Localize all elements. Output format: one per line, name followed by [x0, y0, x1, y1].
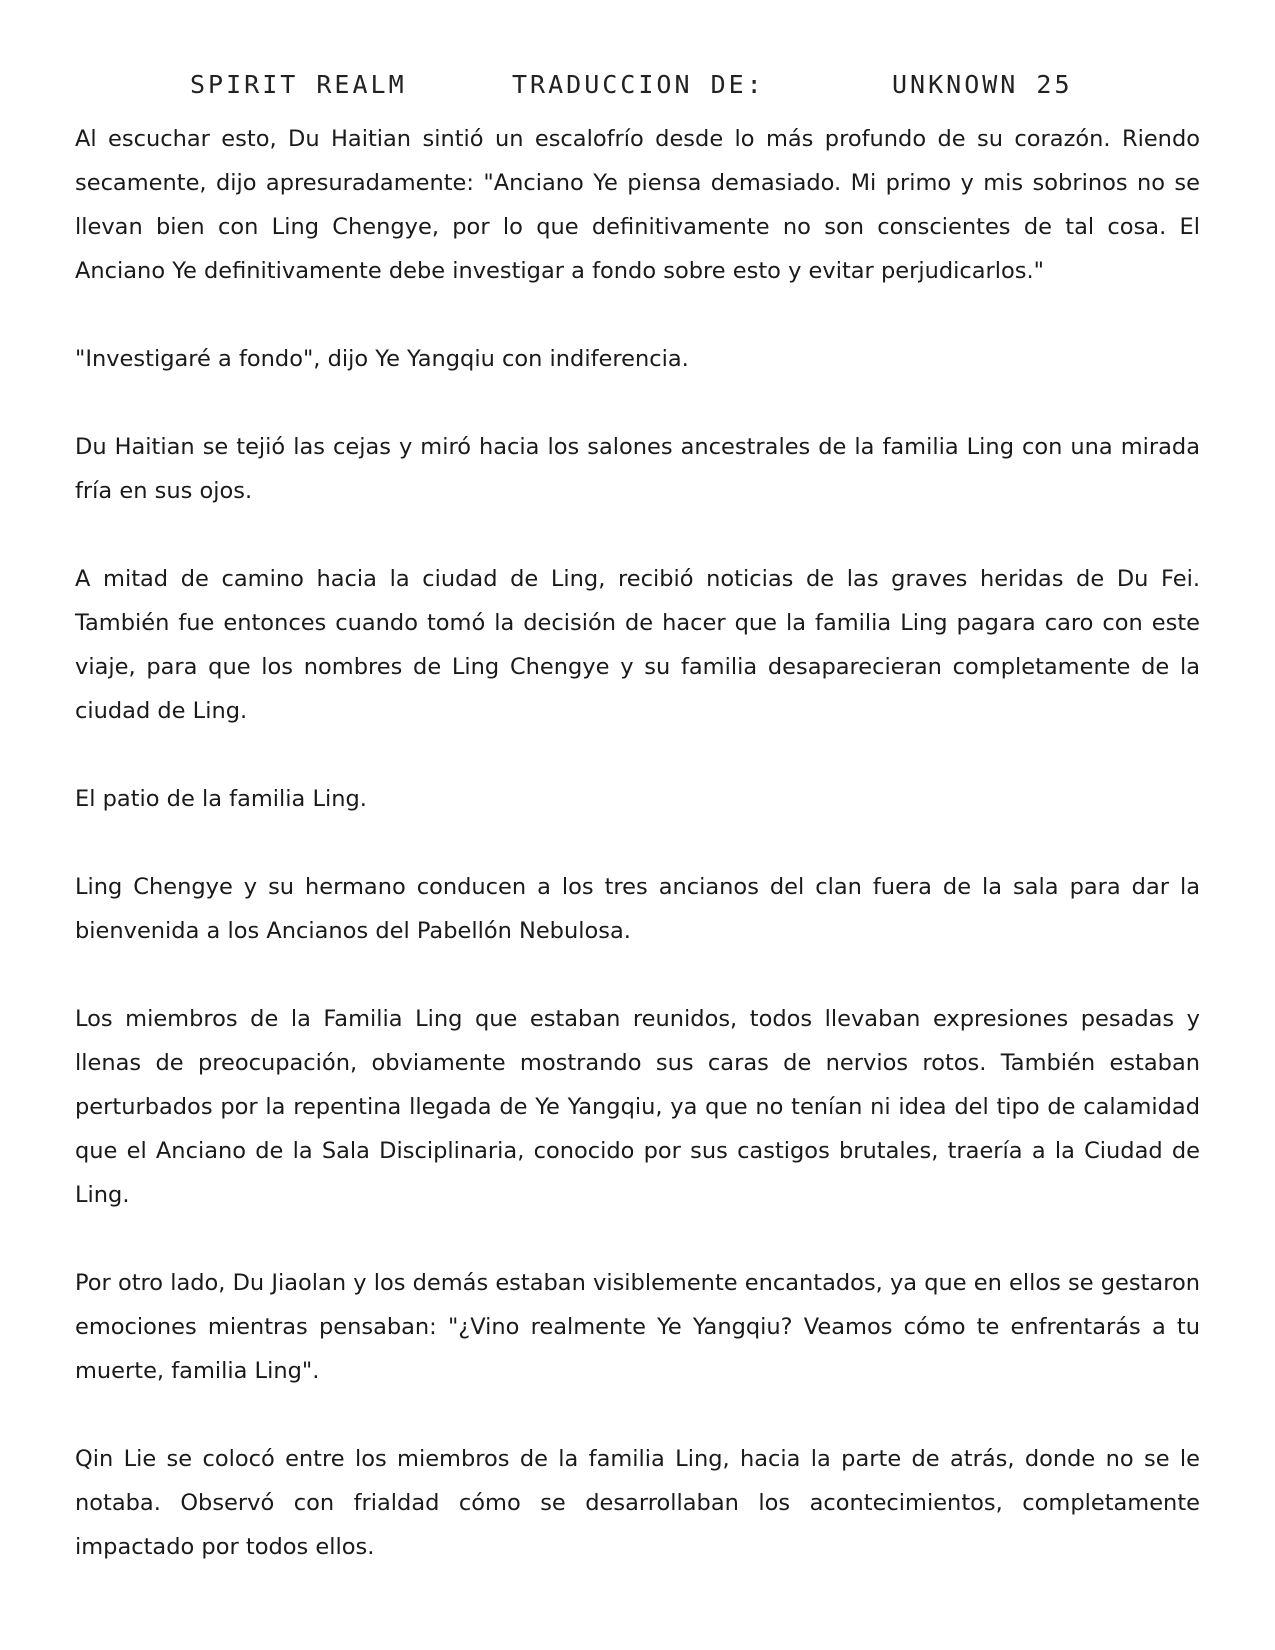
paragraph: Qin Lie se colocó entre los miembros de la familia Ling, hacia la parte de atrás, donde no se le notaba. Observó con frialdad cómo se desarrollaban los acontecimientos, completamente impactado por todos ellos.: [75, 1446, 1200, 1560]
header-translation-label: TRADUCCION DE:: [512, 70, 765, 99]
paragraph: Por otro lado, Du Jiaolan y los demás estaban visiblemente encantados, ya que en ellos se gestaron emociones mientras pensaban: "¿Vino realmente Ye Yangqiu? Veamos cómo te enfrentarás a tu muerte, familia Ling".: [75, 1270, 1200, 1384]
paragraph: A mitad de camino hacia la ciudad de Ling, recibió noticias de las graves heridas de Du Fei. También fue entonces cuando tomó la decisión de hacer que la familia Ling pagara caro con este viaje, para que los nombres de Ling Chengye y su familia desaparecieran completamente de la ciudad de Ling.: [75, 566, 1200, 724]
document-body: [75, 117, 1200, 1569]
paragraph: Los miembros de la Familia Ling que estaban reunidos, todos llevaban expresiones pesadas y llenas de preocupación, obviamente mostrando sus caras de nervios rotos. También estaban perturbados por la repentina llegada de Ye Yangqiu, ya que no tenían ni idea del tipo de calamidad que el Anciano de la Sala Disciplinaria, conocido por sus castigos brutales, traería a la Ciudad de Ling.: [75, 1006, 1200, 1208]
header-book-title: SPIRIT REALM: [190, 70, 407, 99]
page-header: [0, 70, 1275, 110]
paragraph: Al escuchar esto, Du Haitian sintió un escalofrío desde lo más profundo de su corazón. Riendo secamente, dijo apresuradamente: "Anciano Ye piensa demasiado. Mi primo y mis sobrinos no se llevan bien con Ling Chengye, por lo que definitivamente no son conscientes de tal cosa. El Anciano Ye definitivamente debe investigar a fondo sobre esto y evitar perjudicarlos.": [75, 126, 1200, 284]
paragraph: Ling Chengye y su hermano conducen a los tres ancianos del clan fuera de la sala para dar la bienvenida a los Ancianos del Pabellón Nebulosa.: [75, 874, 1200, 944]
header-translator-name: UNKNOWN 25: [892, 70, 1073, 99]
paragraph: El patio de la familia Ling.: [75, 786, 367, 812]
paragraph: "Investigaré a fondo", dijo Ye Yangqiu con indiferencia.: [75, 346, 689, 372]
paragraph: Du Haitian se tejió las cejas y miró hacia los salones ancestrales de la familia Ling con una mirada fría en sus ojos.: [75, 434, 1200, 504]
